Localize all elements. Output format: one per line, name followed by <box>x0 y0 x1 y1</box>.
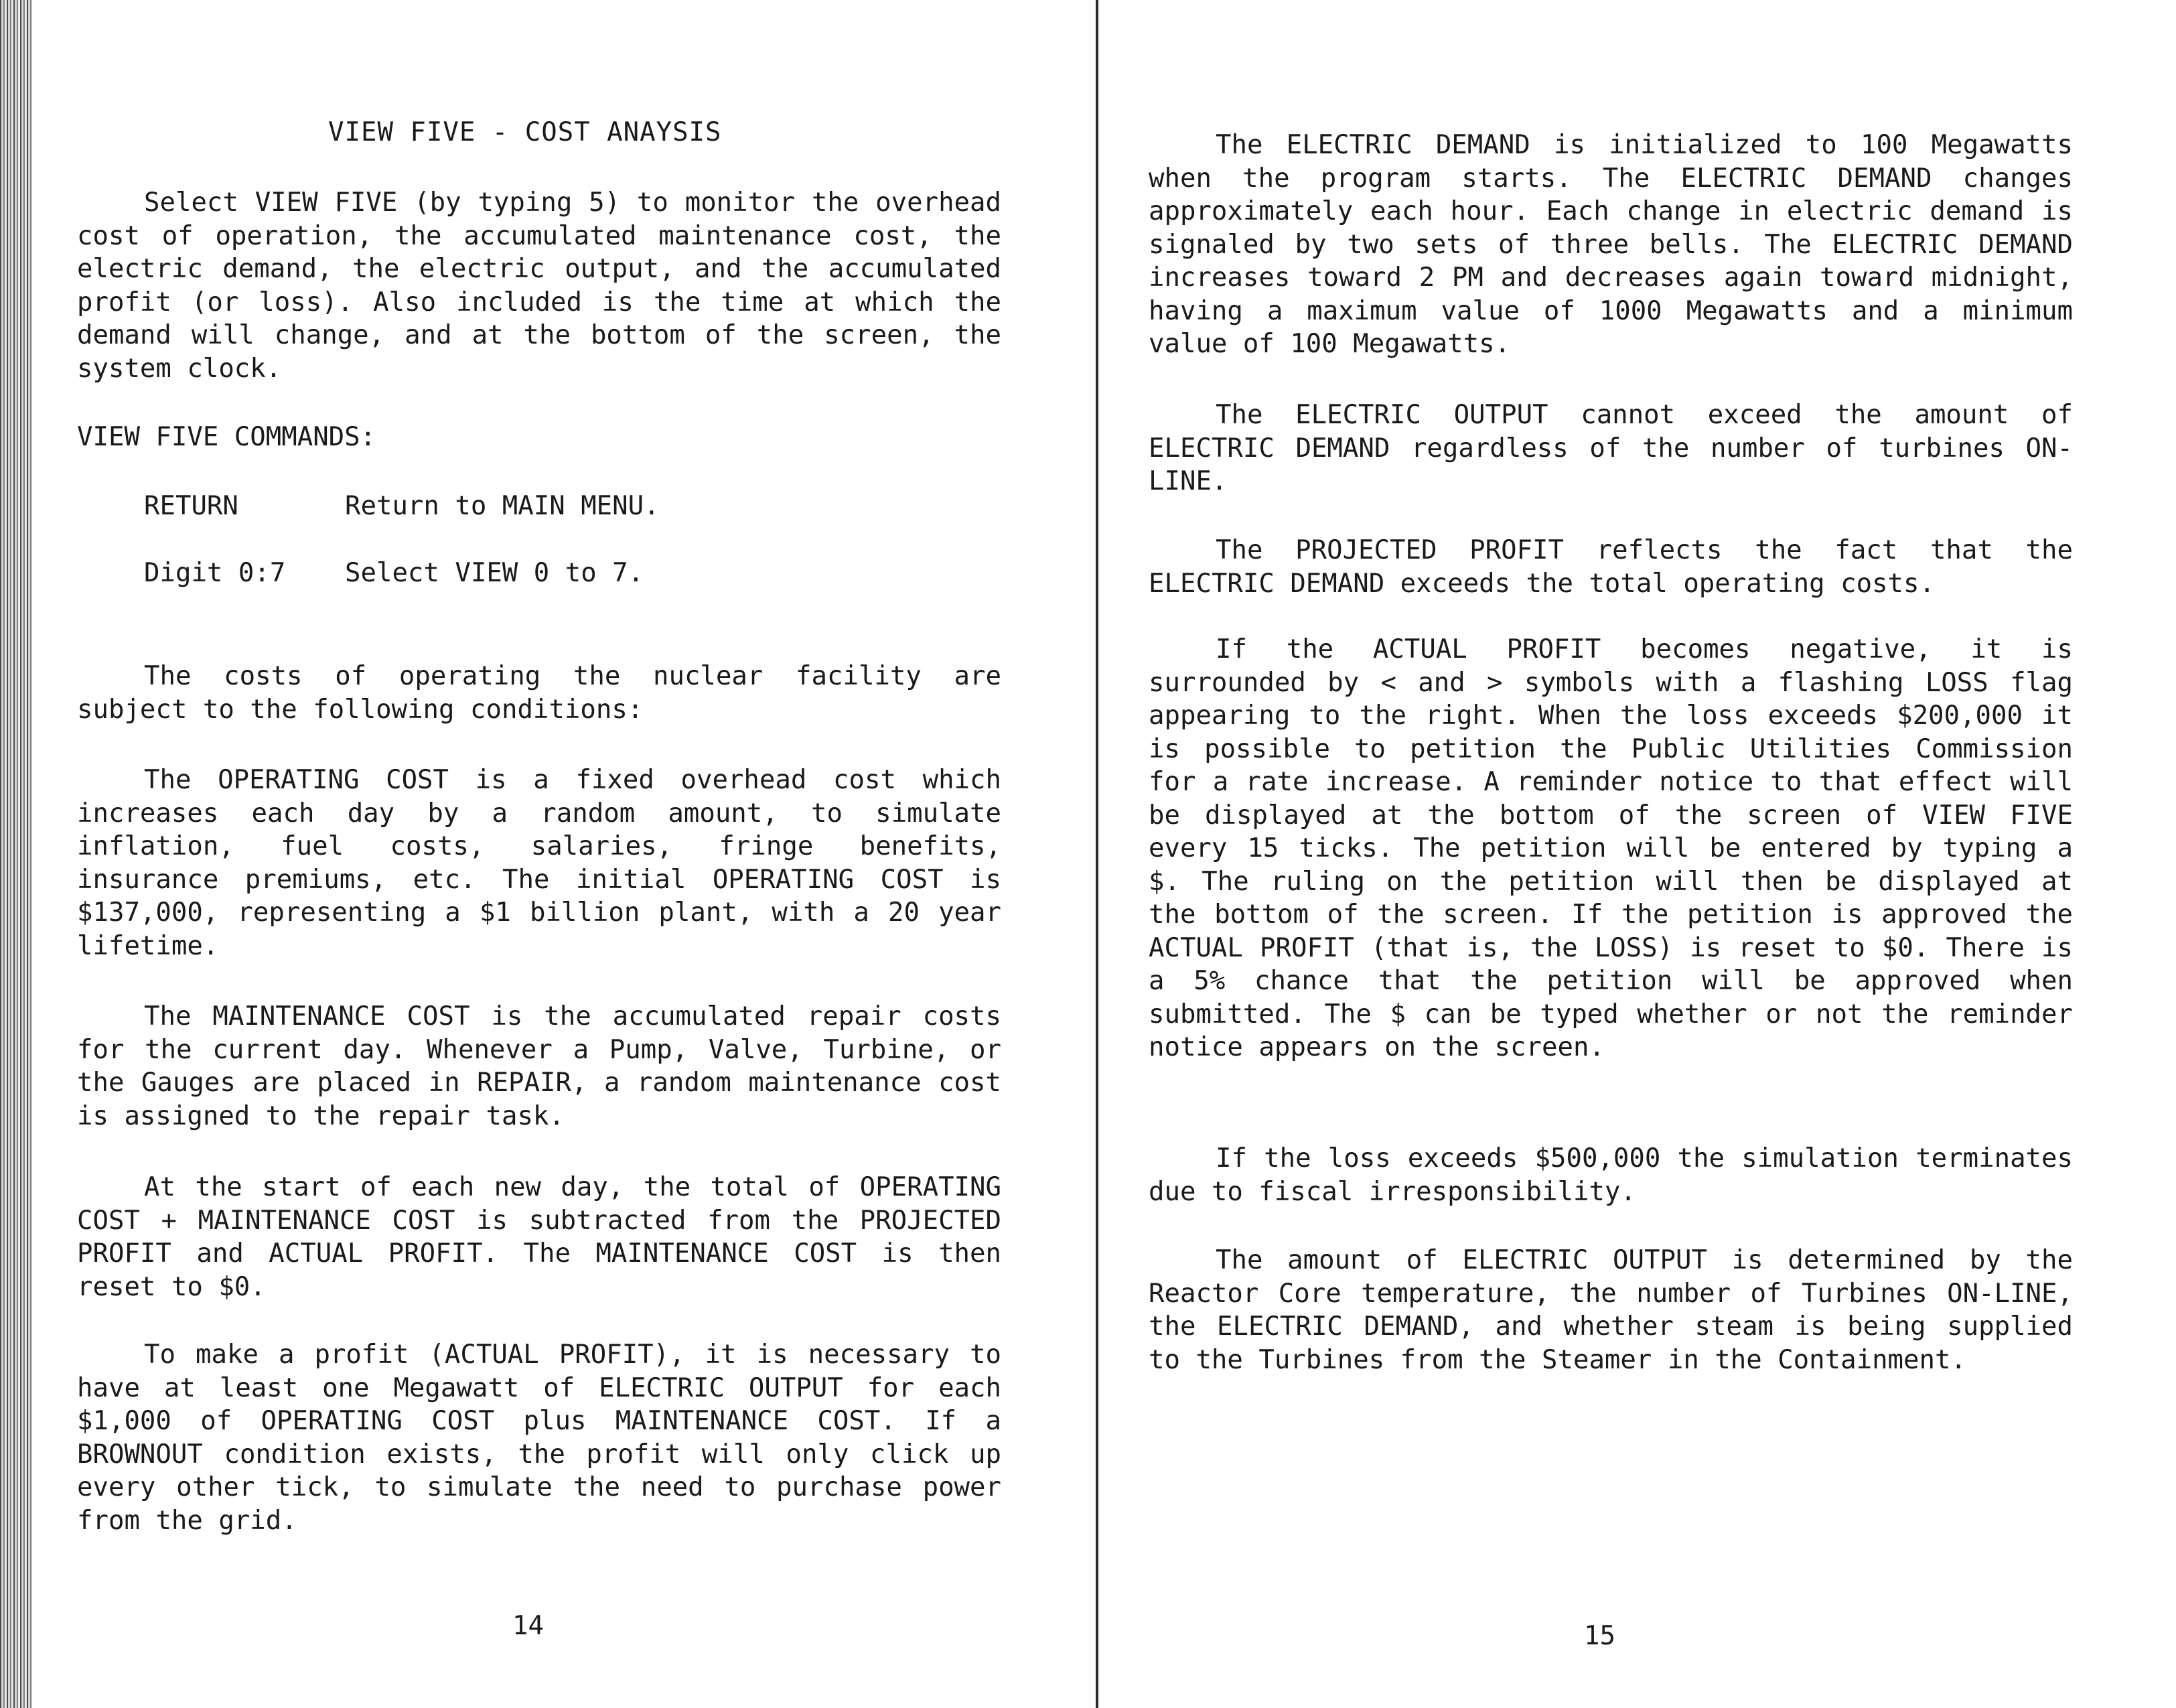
paragraph-conditions: The costs of operating the nuclear facility are subject to the following conditions: <box>77 661 1001 725</box>
paragraph-new-day: At the start of each new day, the total of OPERATING COST + MAINTENANCE COST is subtracted from the PROJECTED PROFIT and ACTUAL PROFIT. The MAINTENANCE COST is then reset to $0. <box>77 1172 1001 1302</box>
command-description: Return to MAIN MENU. <box>345 491 660 521</box>
page-number: 14 <box>512 1611 544 1641</box>
paragraph-actual-profit: If the ACTUAL PROFIT becomes negative, it is surrounded by < and > symbols with a flashing LOSS flag appearing to the right. When the loss exceeds $200,000 it is possible to petition the Public Utilities Commission for a rate increase. A reminder notice to that effect will be displayed at the bottom of the screen of VIEW FIVE every 15 ticks. The petition will be entered by typing a $. The ruling on the petition will then be displayed at the bottom of the screen. If the petition is approved the ACTUAL PROFIT (that is, the LOSS) is reset to $0. There is a 5% chance that the petition will be approved when submitted. The $ can be typed whether or not the reminder notice appears on the screen. <box>1149 634 2073 1062</box>
page-number: 15 <box>1584 1621 1615 1651</box>
intro-paragraph: Select VIEW FIVE (by typing 5) to monitor the overhead cost of operation, the accumulated maintenance cost, the electric demand, the electric output, and the accumulated profit (or loss). Also included is the time at which the demand will change, and at the bottom of the screen, the system clock. <box>77 188 1001 384</box>
paragraph-output-determination: The amount of ELECTRIC OUTPUT is determined by the Reactor Core temperature, the number of Turbines ON-LINE, the ELECTRIC DEMAND, and whether steam is being supplied to the Turbines from the Steamer in the Containment. <box>1149 1245 2073 1375</box>
paragraph-loss-limit: If the loss exceeds $500,000 the simulation terminates due to fiscal irresponsibility. <box>1149 1143 2073 1207</box>
paragraph-operating-cost: The OPERATING COST is a fixed overhead cost which increases each day by a random amount, to simulate inflation, fuel costs, salaries, fringe benefits, insurance premiums, etc. The initial OPERATING COST is $137,000, representing a $1 billion plant, with a 20 year lifetime. <box>77 765 1001 961</box>
commands-label: VIEW FIVE COMMANDS: <box>77 422 376 452</box>
command-key: RETURN <box>144 491 238 521</box>
paragraph-projected-profit: The PROJECTED PROFIT reflects the fact that the ELECTRIC DEMAND exceeds the total operating costs. <box>1149 535 2073 599</box>
paragraph-electric-output: The ELECTRIC OUTPUT cannot exceed the amount of ELECTRIC DEMAND regardless of the number of turbines ON-LINE. <box>1149 400 2073 496</box>
command-key: Digit 0:7 <box>144 558 286 588</box>
command-description: Select VIEW 0 to 7. <box>345 558 644 588</box>
page-gutter-divider <box>1096 0 1098 1708</box>
paragraph-profit: To make a profit (ACTUAL PROFIT), it is necessary to have at least one Megawatt of ELECTRIC OUTPUT for each $1,000 of OPERATING COST plus MAINTENANCE COST. If a BROWNOUT condition exists, the profit will only click up every other tick, to simulate the need to purchase power from the grid. <box>77 1340 1001 1536</box>
book-binding-edge <box>0 0 32 1708</box>
paragraph-maintenance-cost: The MAINTENANCE COST is the accumulated repair costs for the current day. Whenever a Pump, Valve, Turbine, or the Gauges are placed in REPAIR, a random maintenance cost is assigned to the repair task. <box>77 1001 1001 1131</box>
paragraph-electric-demand: The ELECTRIC DEMAND is initialized to 100 Megawatts when the program starts. The ELECTRIC DEMAND changes approximately each hour. Each change in electric demand is signaled by two sets of three bells. The ELECTRIC DEMAND increases toward 2 PM and decreases again toward midnight, having a maximum value of 1000 Megawatts and a minimum value of 100 Megawatts. <box>1149 130 2073 359</box>
section-heading: VIEW FIVE - COST ANAYSIS <box>328 117 722 147</box>
